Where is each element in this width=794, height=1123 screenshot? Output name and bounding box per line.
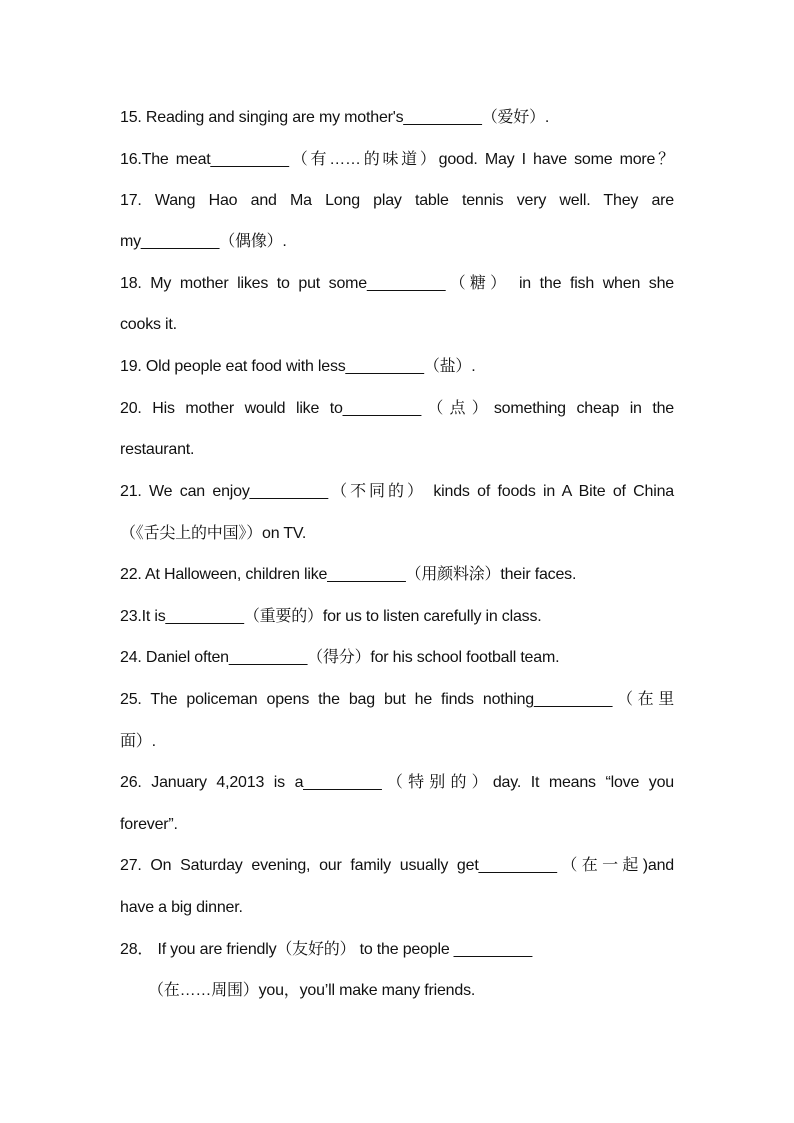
question-26-line-1: 26. January 4,2013 is a_________（特别的）day. It means “love you <box>120 774 674 791</box>
question-15: 15. Reading and singing are my mother's_________（爱好）. <box>120 109 550 126</box>
question-28-line-2: （在……周围）you，you’ll make many friends. <box>148 982 476 999</box>
question-25-line-1: 25. The policeman opens the bag but he finds nothing_________（在里 <box>120 691 674 708</box>
question-27-line-1: 27. On Saturday evening, our family usually get_________（在一起)and <box>120 857 674 874</box>
question-17-line-1: 17. Wang Hao and Ma Long play table tennis very well. They are <box>120 192 674 209</box>
question-17-line-2: my_________（偶像）. <box>120 233 287 250</box>
question-18-line-1: 18. My mother likes to put some_________（糖） in the fish when she <box>120 275 674 292</box>
question-18-line-2: cooks it. <box>120 316 177 333</box>
question-28-line-1: 28． If you are friendly（友好的） to the people _________ <box>120 941 533 958</box>
question-23: 23.It is_________（重要的）for us to listen carefully in class. <box>120 608 542 625</box>
question-21-line-1: 21. We can enjoy_________（不同的） kinds of foods in A Bite of China <box>120 483 674 500</box>
question-26-line-2: forever”. <box>120 816 178 833</box>
question-27-line-2: have a big dinner. <box>120 899 243 916</box>
question-16: 16.The meat_________（有……的味道）good. May I have some more？ <box>120 151 674 168</box>
question-22: 22. At Halloween, children like_________（用颜料涂）their faces. <box>120 566 577 583</box>
question-19: 19. Old people eat food with less_________（盐）. <box>120 358 476 375</box>
question-20-line-1: 20. His mother would like to_________（点）something cheap in the <box>120 400 674 417</box>
question-21-line-2: （《舌尖上的中国》）on TV. <box>120 525 307 542</box>
question-25-line-2: 面）. <box>120 733 156 750</box>
question-24: 24. Daniel often_________（得分）for his school football team. <box>120 649 560 666</box>
question-20-line-2: restaurant. <box>120 441 195 458</box>
